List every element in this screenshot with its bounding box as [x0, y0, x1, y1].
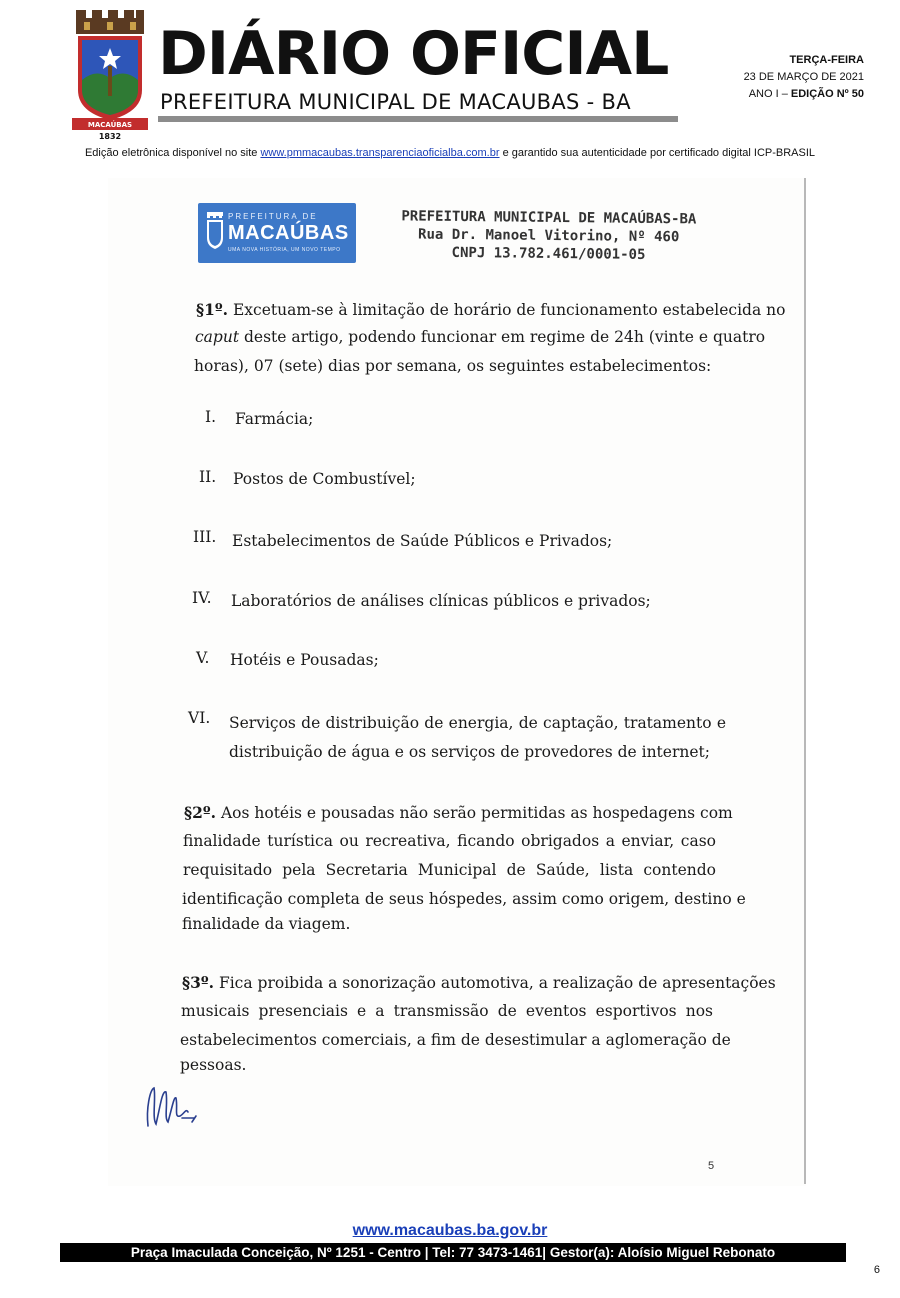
edition-info	[744, 52, 864, 103]
crest-banner-text: MACAÚBAS	[87, 121, 133, 129]
letterhead-stamp	[367, 207, 730, 265]
paragraph-mark: §1º.	[196, 300, 229, 319]
newspaper-title: DIÁRIO OFICIAL	[158, 19, 669, 89]
footer-website-link[interactable]: www.macaubas.ba.gov.br	[352, 1222, 548, 1239]
municipal-crest-icon	[70, 8, 150, 140]
logo-small-text: PREFEITURA DE	[228, 212, 318, 221]
title-underline	[158, 116, 678, 122]
prefeitura-logo	[198, 203, 356, 263]
authenticity-notice	[0, 147, 900, 159]
issue-date: 23 DE MARÇO DE 2021	[743, 71, 864, 83]
weekday: TERÇA-FEIRA	[789, 54, 864, 66]
letterhead-line-3: CNPJ 13.782.461/0001-05	[451, 244, 646, 263]
transparency-site-link[interactable]: www.pmmacaubas.transparenciaoficialba.com.br	[260, 147, 500, 159]
logo-big-text: MACAÚBAS	[228, 222, 349, 244]
edition-number: EDIÇÃO Nº 50	[790, 88, 864, 100]
newspaper-subtitle: PREFEITURA MUNICIPAL DE MACAUBAS - BA	[160, 90, 631, 114]
paragraph-mark: §2º.	[184, 803, 217, 822]
edition-prefix: ANO I –	[748, 88, 791, 100]
page-number: 6	[873, 1264, 880, 1276]
paragraph-mark: §3º.	[182, 973, 215, 992]
footer-address-bar: Praça Imaculada Conceição, Nº 1251 - Centro | Tel: 77 3473-1461| Gestor(a): Aloísio Miguel Rebonato	[60, 1243, 846, 1262]
logo-emblem-icon	[206, 212, 224, 252]
letterhead-line-2: Rua Dr. Manoel Vitorino, Nº 460	[417, 226, 680, 246]
crest-year: 1832	[98, 132, 122, 140]
notice-text-after: e garantido sua autenticidade por certificado digital ICP-BRASIL	[499, 147, 816, 159]
document-page-number: 5	[708, 1160, 715, 1172]
notice-text-before: Edição eletrônica disponível no site	[84, 147, 261, 159]
letterhead-line-1: PREFEITURA MUNICIPAL DE MACAÚBAS-BA	[401, 208, 697, 228]
logo-tagline: UMA NOVA HISTÓRIA, UM NOVO TEMPO	[228, 247, 341, 253]
handwritten-signature-icon	[142, 1078, 202, 1132]
scan-edge	[804, 178, 806, 1184]
